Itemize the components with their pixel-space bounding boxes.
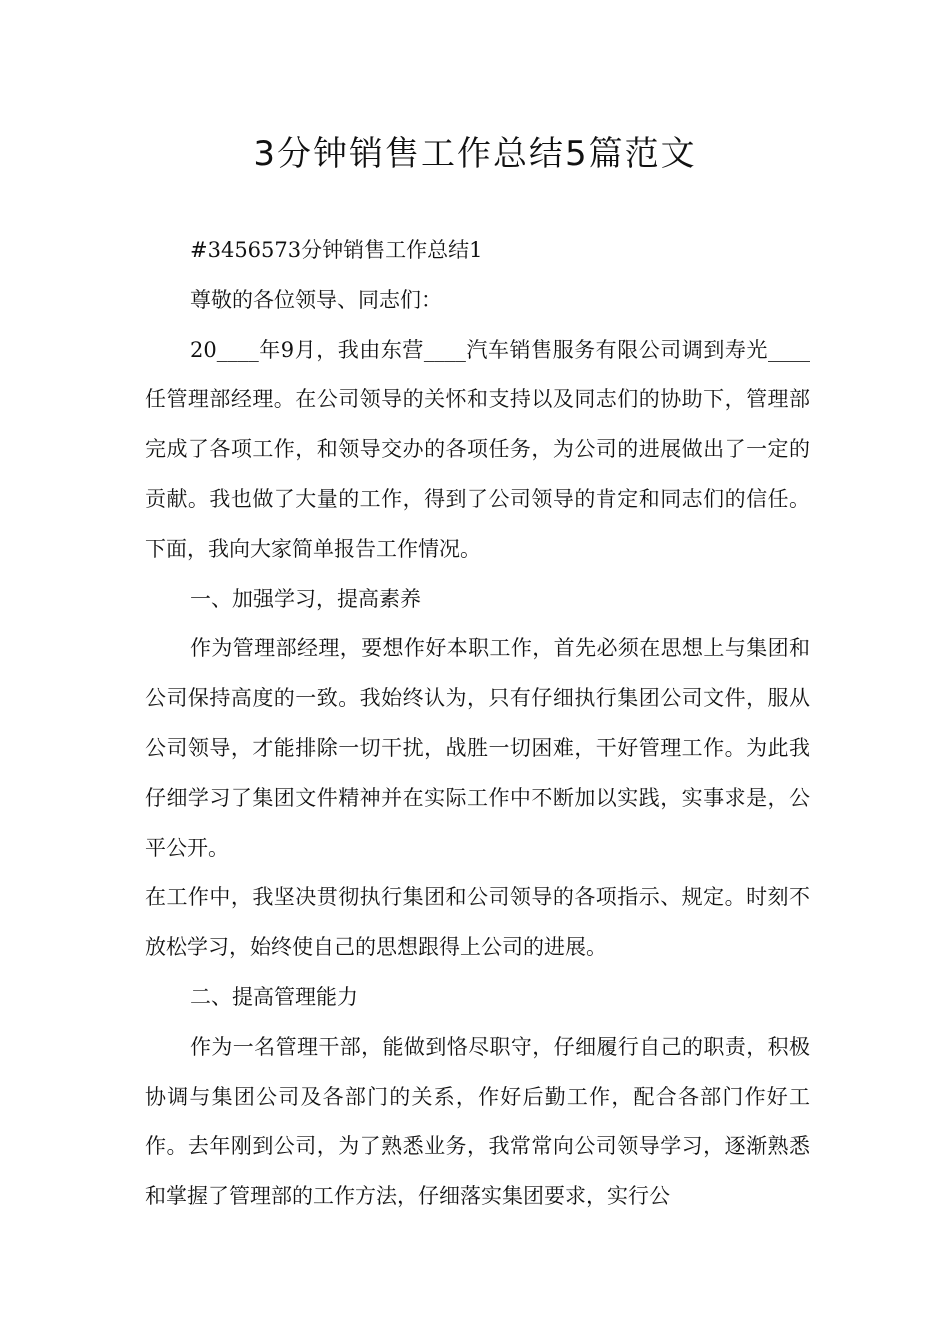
paragraph-section-1-cont: 在工作中，我坚决贯彻执行集团和公司领导的各项指示、规定。时刻不放松学习，始终使自己的思想跟得上公司的进展。	[145, 885, 810, 960]
paragraph-section-1: 作为管理部经理，要想作好本职工作，首先必须在思想上与集团和公司保持高度的一致。我始终认为，只有仔细执行集团公司文件，服从公司领导，才能排除一切干扰，战胜一切困难，干好管理工作。为此我仔细学习了集团文件精神并在实际工作中不断加以实践，实事求是，公平公开。	[145, 636, 810, 860]
paragraph-heading-1: #3456573分钟销售工作总结1	[190, 238, 483, 262]
document-body	[145, 226, 810, 1222]
paragraph-salutation: 尊敬的各位领导、同志们：	[190, 287, 442, 312]
paragraph-intro: 20____年9月，我由东营____汽车销售服务有限公司调到寿光____任管理部经理。在公司领导的关怀和支持以及同志们的协助下，管理部完成了各项工作，和领导交办的各项任务，为公司的进展做出了一定的贡献。我也做了大量的工作，得到了公司领导的肯定和同志们的信任。下面，我向大家简单报告工作情况。	[145, 337, 810, 561]
document-title: 3分钟销售工作总结5篇范文	[253, 134, 697, 174]
section-heading-1: 一、加强学习，提高素养	[190, 586, 421, 611]
paragraph-section-2: 作为一名管理干部，能做到恪尽职守，仔细履行自己的职责，积极协调与集团公司及各部门的关系，作好后勤工作，配合各部门作好工作。去年刚到公司，为了熟悉业务，我常常向公司领导学习，逐渐熟悉和掌握了管理部的工作方法，仔细落实集团要求，实行公	[145, 1034, 810, 1209]
section-heading-2: 二、提高管理能力	[190, 984, 358, 1009]
